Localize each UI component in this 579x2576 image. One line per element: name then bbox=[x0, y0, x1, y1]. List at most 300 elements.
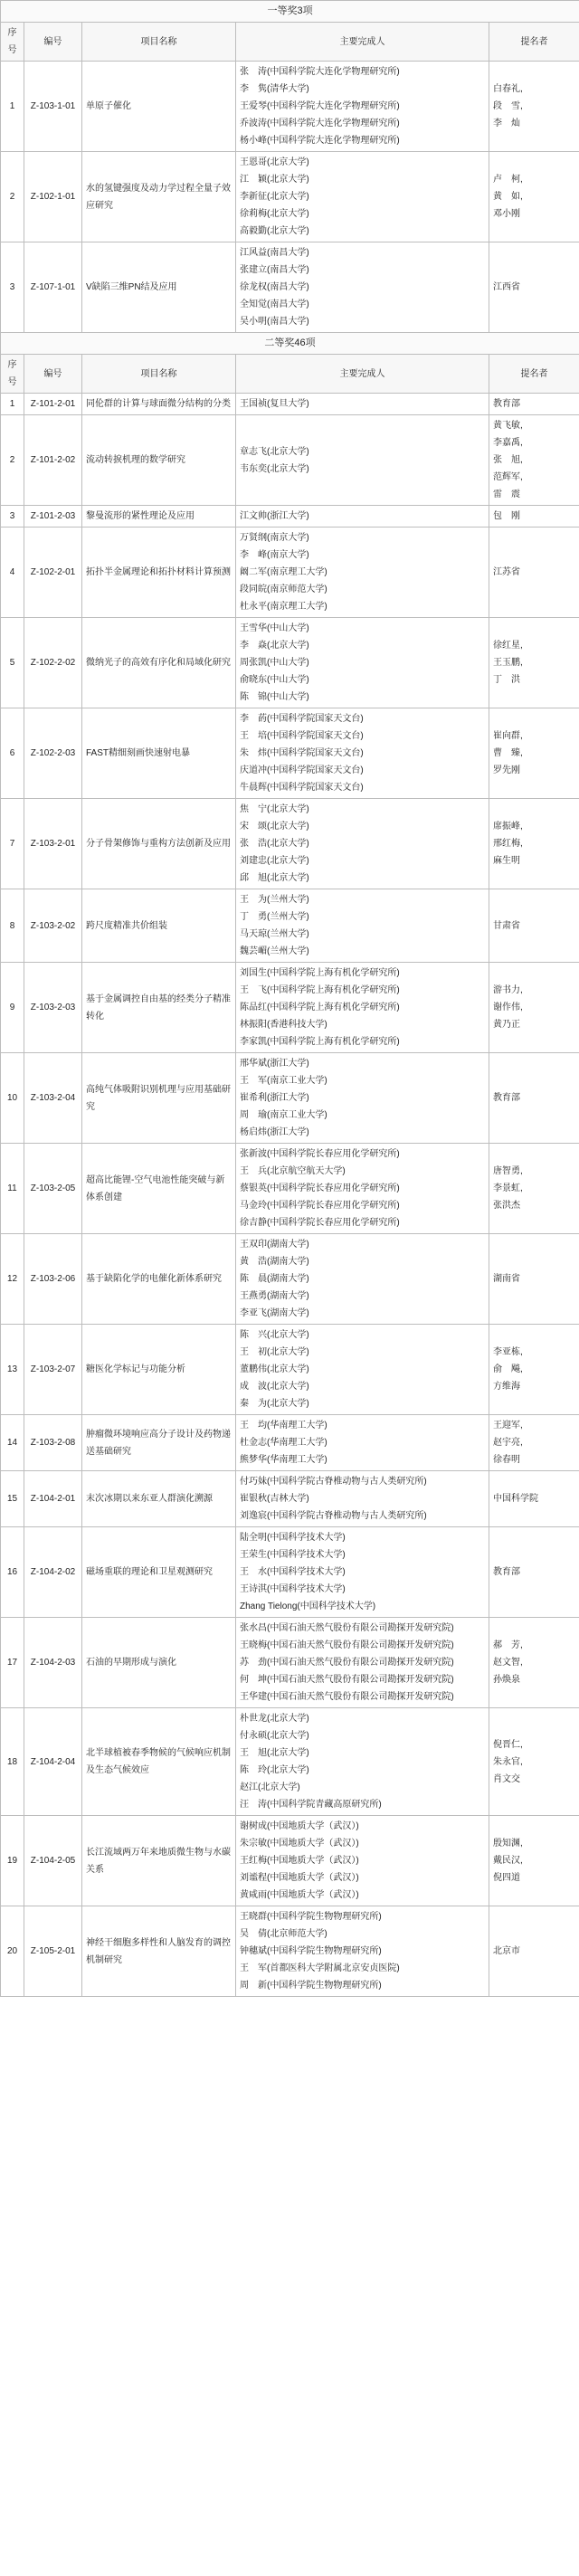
person: 钟穗斌(中国科学院生物物理研究所) bbox=[240, 1946, 382, 1956]
row-nominator bbox=[489, 618, 579, 708]
header-name: 项目名称 bbox=[82, 23, 236, 62]
person: 张建立(南昌大学) bbox=[240, 265, 309, 275]
row-nominator bbox=[489, 889, 579, 963]
person: 杜金志(华南理工大学) bbox=[240, 1438, 327, 1448]
award-table-body bbox=[1, 1, 579, 1997]
table-row bbox=[1, 618, 579, 708]
row-nominator bbox=[489, 415, 579, 506]
row-no: 4 bbox=[1, 528, 24, 618]
table-row bbox=[1, 1053, 579, 1144]
row-nominator bbox=[489, 708, 579, 799]
person: 邢华斌(浙江大学) bbox=[240, 1059, 309, 1069]
row-people bbox=[236, 528, 489, 618]
person: 朴世龙(北京大学) bbox=[240, 1714, 309, 1724]
table-row bbox=[1, 1144, 579, 1234]
row-code: Z-104-2-03 bbox=[24, 1618, 82, 1708]
row-code: Z-103-2-04 bbox=[24, 1053, 82, 1144]
row-people bbox=[236, 1415, 489, 1471]
nominator: 谢作伟, bbox=[493, 1003, 523, 1012]
row-code: Z-103-2-05 bbox=[24, 1144, 82, 1234]
row-people bbox=[236, 1325, 489, 1415]
person: 黄咸雨(中国地质大学（武汉）) bbox=[240, 1890, 359, 1900]
person: 刘国生(中国科学院上海有机化学研究所) bbox=[240, 968, 400, 978]
table-row bbox=[1, 394, 579, 415]
row-no: 18 bbox=[1, 1708, 24, 1816]
row-code: Z-103-2-06 bbox=[24, 1234, 82, 1325]
table-row bbox=[1, 528, 579, 618]
nominator: 王迎军, bbox=[493, 1421, 523, 1431]
table-row bbox=[1, 62, 579, 152]
nominator: 席振峰, bbox=[493, 822, 523, 832]
nominator: 中国科学院 bbox=[493, 1494, 538, 1504]
person: 张 涛(中国科学院大连化学物理研究所) bbox=[240, 67, 400, 77]
row-project-name: 单原子催化 bbox=[82, 62, 236, 152]
section-row bbox=[1, 333, 579, 355]
row-project-name: 糖医化学标记与功能分析 bbox=[82, 1325, 236, 1415]
header-people: 主要完成人 bbox=[236, 23, 489, 62]
row-no: 7 bbox=[1, 799, 24, 889]
person: 牛晨辉(中国科学院国家天文台) bbox=[240, 783, 364, 793]
person: 陈 锦(中山大学) bbox=[240, 692, 309, 702]
header-no: 序号 bbox=[1, 355, 24, 394]
person: 董鹏伟(北京大学) bbox=[240, 1364, 309, 1374]
person: 成 波(北京大学) bbox=[240, 1382, 309, 1392]
person: 丁 勇(兰州大学) bbox=[240, 912, 309, 922]
person: 王 初(北京大学) bbox=[240, 1347, 309, 1357]
row-project-name: 超高比能锂-空气电池性能突破与新体系创建 bbox=[82, 1144, 236, 1234]
person: 王 兵(北京航空航天大学) bbox=[240, 1166, 346, 1176]
row-project-name: 跨尺度精准共价组装 bbox=[82, 889, 236, 963]
person: 王 军(南京工业大学) bbox=[240, 1076, 327, 1086]
row-project-name: 同伦群的计算与球面微分结构的分类 bbox=[82, 394, 236, 415]
person: 李 焱(北京大学) bbox=[240, 641, 309, 651]
row-project-name: 长江流域两万年来地质微生物与水碳关系 bbox=[82, 1816, 236, 1906]
nominator: 教育部 bbox=[493, 1567, 520, 1577]
row-people bbox=[236, 889, 489, 963]
row-project-name: 基于金属调控自由基的经类分子精准转化 bbox=[82, 963, 236, 1053]
person: 陆全明(中国科学技术大学) bbox=[240, 1533, 346, 1543]
row-project-name: 石油的早期形成与演化 bbox=[82, 1618, 236, 1708]
row-no: 12 bbox=[1, 1234, 24, 1325]
person: 王恩哥(北京大学) bbox=[240, 157, 309, 167]
row-people bbox=[236, 708, 489, 799]
row-code: Z-104-2-02 bbox=[24, 1527, 82, 1618]
section-row bbox=[1, 1, 579, 23]
row-people bbox=[236, 1816, 489, 1906]
person: 杨小峰(中国科学院大连化学物理研究所) bbox=[240, 136, 400, 146]
row-project-name: 高纯气体吸附识别机理与应用基础研究 bbox=[82, 1053, 236, 1144]
nominator: 郝 芳, bbox=[493, 1640, 523, 1650]
row-project-name: 神经干细胞多样性和人脑发育的调控机制研究 bbox=[82, 1906, 236, 1997]
nominator: 卢 柯, bbox=[493, 175, 523, 185]
row-people bbox=[236, 1471, 489, 1527]
person: 赵江(北京大学) bbox=[240, 1782, 300, 1792]
person: 秦 为(北京大学) bbox=[240, 1399, 309, 1409]
person: 王爱琴(中国科学院大连化学物理研究所) bbox=[240, 101, 400, 111]
person: 王诗淇(中国科学技术大学) bbox=[240, 1584, 346, 1594]
person: 汪 涛(中国科学院青藏高原研究所) bbox=[240, 1800, 382, 1810]
person: 李家凯(中国科学院上海有机化学研究所) bbox=[240, 1037, 400, 1047]
row-people bbox=[236, 415, 489, 506]
row-no: 11 bbox=[1, 1144, 24, 1234]
person: 陈 兴(北京大学) bbox=[240, 1330, 309, 1340]
person: 万贤纲(南京大学) bbox=[240, 533, 309, 543]
person: 王晓梅(中国石油天然气股份有限公司勘探开发研究院) bbox=[240, 1640, 454, 1650]
row-nominator bbox=[489, 1906, 579, 1997]
nominator: 朱永官, bbox=[493, 1756, 523, 1767]
person: 张 浩(北京大学) bbox=[240, 839, 309, 849]
row-project-name: 分子骨架修饰与重构方法创新及应用 bbox=[82, 799, 236, 889]
nominator: 倪晋仁, bbox=[493, 1739, 523, 1750]
nominator: 殷知渊, bbox=[493, 1839, 523, 1849]
row-no: 13 bbox=[1, 1325, 24, 1415]
person: 魏芸嵋(兰州大学) bbox=[240, 946, 309, 956]
row-people bbox=[236, 1144, 489, 1234]
person: 王 培(中国科学院国家天文台) bbox=[240, 731, 364, 741]
row-code: Z-105-2-01 bbox=[24, 1906, 82, 1997]
table-row bbox=[1, 1708, 579, 1816]
row-nominator bbox=[489, 1527, 579, 1618]
nominator: 游书力, bbox=[493, 985, 523, 995]
person: 李 隽(清华大学) bbox=[240, 84, 309, 94]
row-nominator bbox=[489, 1415, 579, 1471]
person: 王晓群(中国科学院生物物理研究所) bbox=[240, 1912, 382, 1922]
nominator: 雷 震 bbox=[493, 490, 520, 499]
row-project-name: 拓扑半金属理论和拓扑材料计算预测 bbox=[82, 528, 236, 618]
person: 王 飞(中国科学院上海有机化学研究所) bbox=[240, 985, 400, 995]
header-no: 序号 bbox=[1, 23, 24, 62]
person: 朱宗敏(中国地质大学（武汉）) bbox=[240, 1839, 359, 1849]
row-no: 15 bbox=[1, 1471, 24, 1527]
table-row bbox=[1, 1234, 579, 1325]
header-nominator: 提名者 bbox=[489, 23, 579, 62]
nominator: 肖文交 bbox=[493, 1773, 520, 1784]
nominator: 甘肃省 bbox=[493, 920, 520, 931]
nominator: 黄 如, bbox=[493, 192, 523, 202]
row-nominator bbox=[489, 506, 579, 528]
row-project-name: 微纳光子的高效有序化和局域化研究 bbox=[82, 618, 236, 708]
person: 江 颖(北京大学) bbox=[240, 175, 309, 185]
table-row bbox=[1, 963, 579, 1053]
person: 江风益(南昌大学) bbox=[240, 248, 309, 258]
nominator: 包 刚 bbox=[493, 511, 520, 521]
row-project-name: 水的氢键强度及动力学过程全量子效应研究 bbox=[82, 152, 236, 242]
person: 黄 浩(湖南大学) bbox=[240, 1257, 309, 1267]
table-row bbox=[1, 1471, 579, 1527]
person: 韦东奕(北京大学) bbox=[240, 463, 309, 474]
nominator: 张洪杰 bbox=[493, 1201, 520, 1211]
person: 苏 劲(中国石油天然气股份有限公司勘探开发研究院) bbox=[240, 1658, 454, 1668]
row-no: 2 bbox=[1, 415, 24, 506]
row-nominator bbox=[489, 152, 579, 242]
row-code: Z-103-1-01 bbox=[24, 62, 82, 152]
row-nominator bbox=[489, 1708, 579, 1816]
row-no: 6 bbox=[1, 708, 24, 799]
person: 杜永平(南京理工大学) bbox=[240, 602, 327, 612]
nominator: 倪四道 bbox=[493, 1873, 520, 1883]
row-no: 8 bbox=[1, 889, 24, 963]
person: 李新征(北京大学) bbox=[240, 192, 309, 202]
nominator: 曹 臻, bbox=[493, 748, 523, 758]
nominator: 教育部 bbox=[493, 1093, 520, 1103]
row-nominator bbox=[489, 1053, 579, 1144]
row-nominator bbox=[489, 1618, 579, 1708]
person: 王燕勇(湖南大学) bbox=[240, 1291, 309, 1301]
person: 杨启炜(浙江大学) bbox=[240, 1127, 309, 1137]
person: 周张凯(中山大学) bbox=[240, 658, 309, 668]
person: 谢树成(中国地质大学（武汉）) bbox=[240, 1821, 359, 1831]
person: 邱 旭(北京大学) bbox=[240, 873, 309, 883]
nominator: 孙焕泉 bbox=[493, 1675, 520, 1685]
header-code: 编号 bbox=[24, 23, 82, 62]
row-code: Z-104-2-05 bbox=[24, 1816, 82, 1906]
row-code: Z-102-2-02 bbox=[24, 618, 82, 708]
row-code: Z-101-2-01 bbox=[24, 394, 82, 415]
nominator: 教育部 bbox=[493, 399, 520, 409]
person: 付巧妹(中国科学院古脊椎动物与古人类研究所) bbox=[240, 1477, 427, 1487]
table-row bbox=[1, 1816, 579, 1906]
row-people bbox=[236, 506, 489, 528]
person: 李 菂(中国科学院国家天文台) bbox=[240, 714, 364, 724]
table-row bbox=[1, 799, 579, 889]
row-people bbox=[236, 1053, 489, 1144]
person: 刘谧程(中国地质大学（武汉）) bbox=[240, 1873, 359, 1883]
person: 江文帅(浙江大学) bbox=[240, 511, 309, 521]
row-no: 1 bbox=[1, 394, 24, 415]
person: 张新波(中国科学院长春应用化学研究所) bbox=[240, 1149, 400, 1159]
person: 焦 宁(北京大学) bbox=[240, 804, 309, 814]
table-row bbox=[1, 1527, 579, 1618]
header-name: 项目名称 bbox=[82, 355, 236, 394]
row-project-name: 末次冰期以来东亚人群演化溯源 bbox=[82, 1471, 236, 1527]
nominator: 湖南省 bbox=[493, 1274, 520, 1284]
section-title: 二等奖46项 bbox=[1, 333, 579, 355]
nominator: 赵文智, bbox=[493, 1658, 523, 1668]
person: 刘逸宸(中国科学院古脊椎动物与古人类研究所) bbox=[240, 1511, 427, 1521]
person: 周 新(中国科学院生物物理研究所) bbox=[240, 1981, 382, 1991]
row-people bbox=[236, 152, 489, 242]
person: 林振阳(香港科技大学) bbox=[240, 1020, 327, 1030]
nominator: 罗先刚 bbox=[493, 765, 520, 775]
person: 庆道冲(中国科学院国家天文台) bbox=[240, 765, 364, 775]
person: 朱 炜(中国科学院国家天文台) bbox=[240, 748, 364, 758]
row-no: 10 bbox=[1, 1053, 24, 1144]
person: 何 坤(中国石油天然气股份有限公司勘探开发研究院) bbox=[240, 1675, 454, 1685]
person: 王雪华(中山大学) bbox=[240, 623, 309, 633]
nominator: 唐智勇, bbox=[493, 1166, 523, 1176]
row-nominator bbox=[489, 963, 579, 1053]
table-row bbox=[1, 1325, 579, 1415]
table-row bbox=[1, 506, 579, 528]
row-no: 5 bbox=[1, 618, 24, 708]
row-no: 17 bbox=[1, 1618, 24, 1708]
person: 吴小明(南昌大学) bbox=[240, 317, 309, 327]
nominator: 白春礼, bbox=[493, 84, 523, 94]
table-row bbox=[1, 1618, 579, 1708]
nominator: 黄飞敏, bbox=[493, 421, 523, 431]
row-people bbox=[236, 1906, 489, 1997]
person: 阚二军(南京理工大学) bbox=[240, 567, 327, 577]
person: 李亚飞(湖南大学) bbox=[240, 1308, 309, 1318]
row-code: Z-103-2-03 bbox=[24, 963, 82, 1053]
person: 王国祯(复旦大学) bbox=[240, 399, 309, 409]
section-title: 一等奖3项 bbox=[1, 1, 579, 23]
nominator: 邢红梅, bbox=[493, 839, 523, 849]
person: 王红梅(中国地质大学（武汉）) bbox=[240, 1856, 359, 1866]
person: 吴 倩(北京师范大学) bbox=[240, 1929, 327, 1939]
row-code: Z-103-2-02 bbox=[24, 889, 82, 963]
nominator: 段 雪, bbox=[493, 101, 523, 111]
person: Zhang Tielong(中国科学技术大学) bbox=[240, 1602, 376, 1611]
person: 蔡银英(中国科学院长春应用化学研究所) bbox=[240, 1183, 400, 1193]
row-project-name: 黎曼流形的紧性理论及应用 bbox=[82, 506, 236, 528]
nominator: 江西省 bbox=[493, 282, 520, 292]
row-code: Z-104-2-04 bbox=[24, 1708, 82, 1816]
nominator: 徐春明 bbox=[493, 1455, 520, 1465]
nominator: 戴民汉, bbox=[493, 1856, 523, 1866]
nominator: 丁 洪 bbox=[493, 675, 520, 685]
person: 宋 颂(北京大学) bbox=[240, 822, 309, 832]
nominator: 李景虹, bbox=[493, 1183, 523, 1193]
row-nominator bbox=[489, 62, 579, 152]
row-code: Z-103-2-01 bbox=[24, 799, 82, 889]
person: 张水昌(中国石油天然气股份有限公司勘探开发研究院) bbox=[240, 1623, 454, 1633]
row-no: 16 bbox=[1, 1527, 24, 1618]
row-nominator bbox=[489, 1234, 579, 1325]
person: 徐莉梅(北京大学) bbox=[240, 209, 309, 219]
row-nominator bbox=[489, 1325, 579, 1415]
person: 马天琼(兰州大学) bbox=[240, 929, 309, 939]
row-nominator bbox=[489, 242, 579, 333]
table-row bbox=[1, 708, 579, 799]
table-row bbox=[1, 1415, 579, 1471]
row-people bbox=[236, 963, 489, 1053]
person: 章志飞(北京大学) bbox=[240, 446, 309, 457]
table-row bbox=[1, 242, 579, 333]
row-nominator bbox=[489, 1471, 579, 1527]
row-project-name: FAST精细刻画快速射电暴 bbox=[82, 708, 236, 799]
person: 王双印(湖南大学) bbox=[240, 1240, 309, 1250]
row-project-name: 肿瘤微环境响应高分子设计及药物递送基础研究 bbox=[82, 1415, 236, 1471]
row-code: Z-107-1-01 bbox=[24, 242, 82, 333]
row-code: Z-102-1-01 bbox=[24, 152, 82, 242]
person: 段同皖(南京师范大学) bbox=[240, 585, 327, 594]
row-no: 9 bbox=[1, 963, 24, 1053]
row-people bbox=[236, 62, 489, 152]
row-people bbox=[236, 1234, 489, 1325]
nominator: 方维海 bbox=[493, 1382, 520, 1392]
row-code: Z-103-2-08 bbox=[24, 1415, 82, 1471]
row-no: 2 bbox=[1, 152, 24, 242]
person: 高毅勤(北京大学) bbox=[240, 226, 309, 236]
row-nominator bbox=[489, 799, 579, 889]
row-people bbox=[236, 1708, 489, 1816]
person: 周 瑜(南京工业大学) bbox=[240, 1110, 327, 1120]
header-row bbox=[1, 23, 579, 62]
table-row bbox=[1, 889, 579, 963]
row-nominator bbox=[489, 394, 579, 415]
row-people bbox=[236, 1618, 489, 1708]
person: 崔银秋(吉林大学) bbox=[240, 1494, 309, 1504]
nominator: 李 灿 bbox=[493, 119, 520, 128]
nominator: 李嘉禹, bbox=[493, 438, 523, 448]
row-code: Z-102-2-01 bbox=[24, 528, 82, 618]
person: 王荣生(中国科学技术大学) bbox=[240, 1550, 346, 1560]
row-project-name: 流动转捩机理的数学研究 bbox=[82, 415, 236, 506]
row-no: 3 bbox=[1, 242, 24, 333]
person: 陈品红(中国科学院上海有机化学研究所) bbox=[240, 1003, 400, 1012]
nominator: 王玉鹏, bbox=[493, 658, 523, 668]
row-people bbox=[236, 799, 489, 889]
row-no: 1 bbox=[1, 62, 24, 152]
person: 李 峰(南京大学) bbox=[240, 550, 309, 560]
nominator: 李亚栋, bbox=[493, 1347, 523, 1357]
nominator: 张 旭, bbox=[493, 455, 523, 465]
row-project-name: V缺陷三维PN结及应用 bbox=[82, 242, 236, 333]
nominator: 范辉军, bbox=[493, 472, 523, 482]
person: 王 旭(北京大学) bbox=[240, 1748, 309, 1758]
header-people: 主要完成人 bbox=[236, 355, 489, 394]
person: 王 均(华南理工大学) bbox=[240, 1421, 327, 1431]
person: 付永硕(北京大学) bbox=[240, 1731, 309, 1741]
person: 全知觉(南昌大学) bbox=[240, 299, 309, 309]
row-no: 14 bbox=[1, 1415, 24, 1471]
row-code: Z-103-2-07 bbox=[24, 1325, 82, 1415]
person: 乔波涛(中国科学院大连化学物理研究所) bbox=[240, 119, 400, 128]
row-nominator bbox=[489, 528, 579, 618]
person: 俞晓东(中山大学) bbox=[240, 675, 309, 685]
header-code: 编号 bbox=[24, 355, 82, 394]
person: 徐龙权(南昌大学) bbox=[240, 282, 309, 292]
person: 王 军(首都医科大学附属北京安贞医院) bbox=[240, 1963, 400, 1973]
row-people bbox=[236, 1527, 489, 1618]
person: 陈 玲(北京大学) bbox=[240, 1765, 309, 1775]
row-code: Z-101-2-03 bbox=[24, 506, 82, 528]
nominator: 邓小刚 bbox=[493, 209, 520, 219]
nominator: 江苏省 bbox=[493, 567, 520, 577]
nominator: 崔向群, bbox=[493, 731, 523, 741]
row-code: Z-101-2-02 bbox=[24, 415, 82, 506]
person: 崔希利(浙江大学) bbox=[240, 1093, 309, 1103]
table-row bbox=[1, 1906, 579, 1997]
person: 王 为(兰州大学) bbox=[240, 895, 309, 905]
row-people bbox=[236, 618, 489, 708]
row-no: 19 bbox=[1, 1816, 24, 1906]
person: 刘建忠(北京大学) bbox=[240, 856, 309, 866]
nominator: 赵宇亮, bbox=[493, 1438, 523, 1448]
header-nominator: 提名者 bbox=[489, 355, 579, 394]
person: 马金玲(中国科学院长春应用化学研究所) bbox=[240, 1201, 400, 1211]
row-people bbox=[236, 394, 489, 415]
row-people bbox=[236, 242, 489, 333]
row-nominator bbox=[489, 1816, 579, 1906]
row-nominator bbox=[489, 1144, 579, 1234]
person: 陈 晨(湖南大学) bbox=[240, 1274, 309, 1284]
nominator: 黄乃正 bbox=[493, 1020, 520, 1030]
row-project-name: 基于缺陷化学的电催化新体系研究 bbox=[82, 1234, 236, 1325]
table-row bbox=[1, 415, 579, 506]
person: 王华建(中国石油天然气股份有限公司勘探开发研究院) bbox=[240, 1692, 454, 1702]
nominator: 麻生明 bbox=[493, 856, 520, 866]
person: 王 水(中国科学技术大学) bbox=[240, 1567, 346, 1577]
row-code: Z-102-2-03 bbox=[24, 708, 82, 799]
table-row bbox=[1, 152, 579, 242]
nominator: 徐红星, bbox=[493, 641, 523, 651]
row-code: Z-104-2-01 bbox=[24, 1471, 82, 1527]
row-project-name: 磁场重联的理论和卫星观测研究 bbox=[82, 1527, 236, 1618]
person: 熊梦华(华南理工大学) bbox=[240, 1455, 327, 1465]
header-row bbox=[1, 355, 579, 394]
